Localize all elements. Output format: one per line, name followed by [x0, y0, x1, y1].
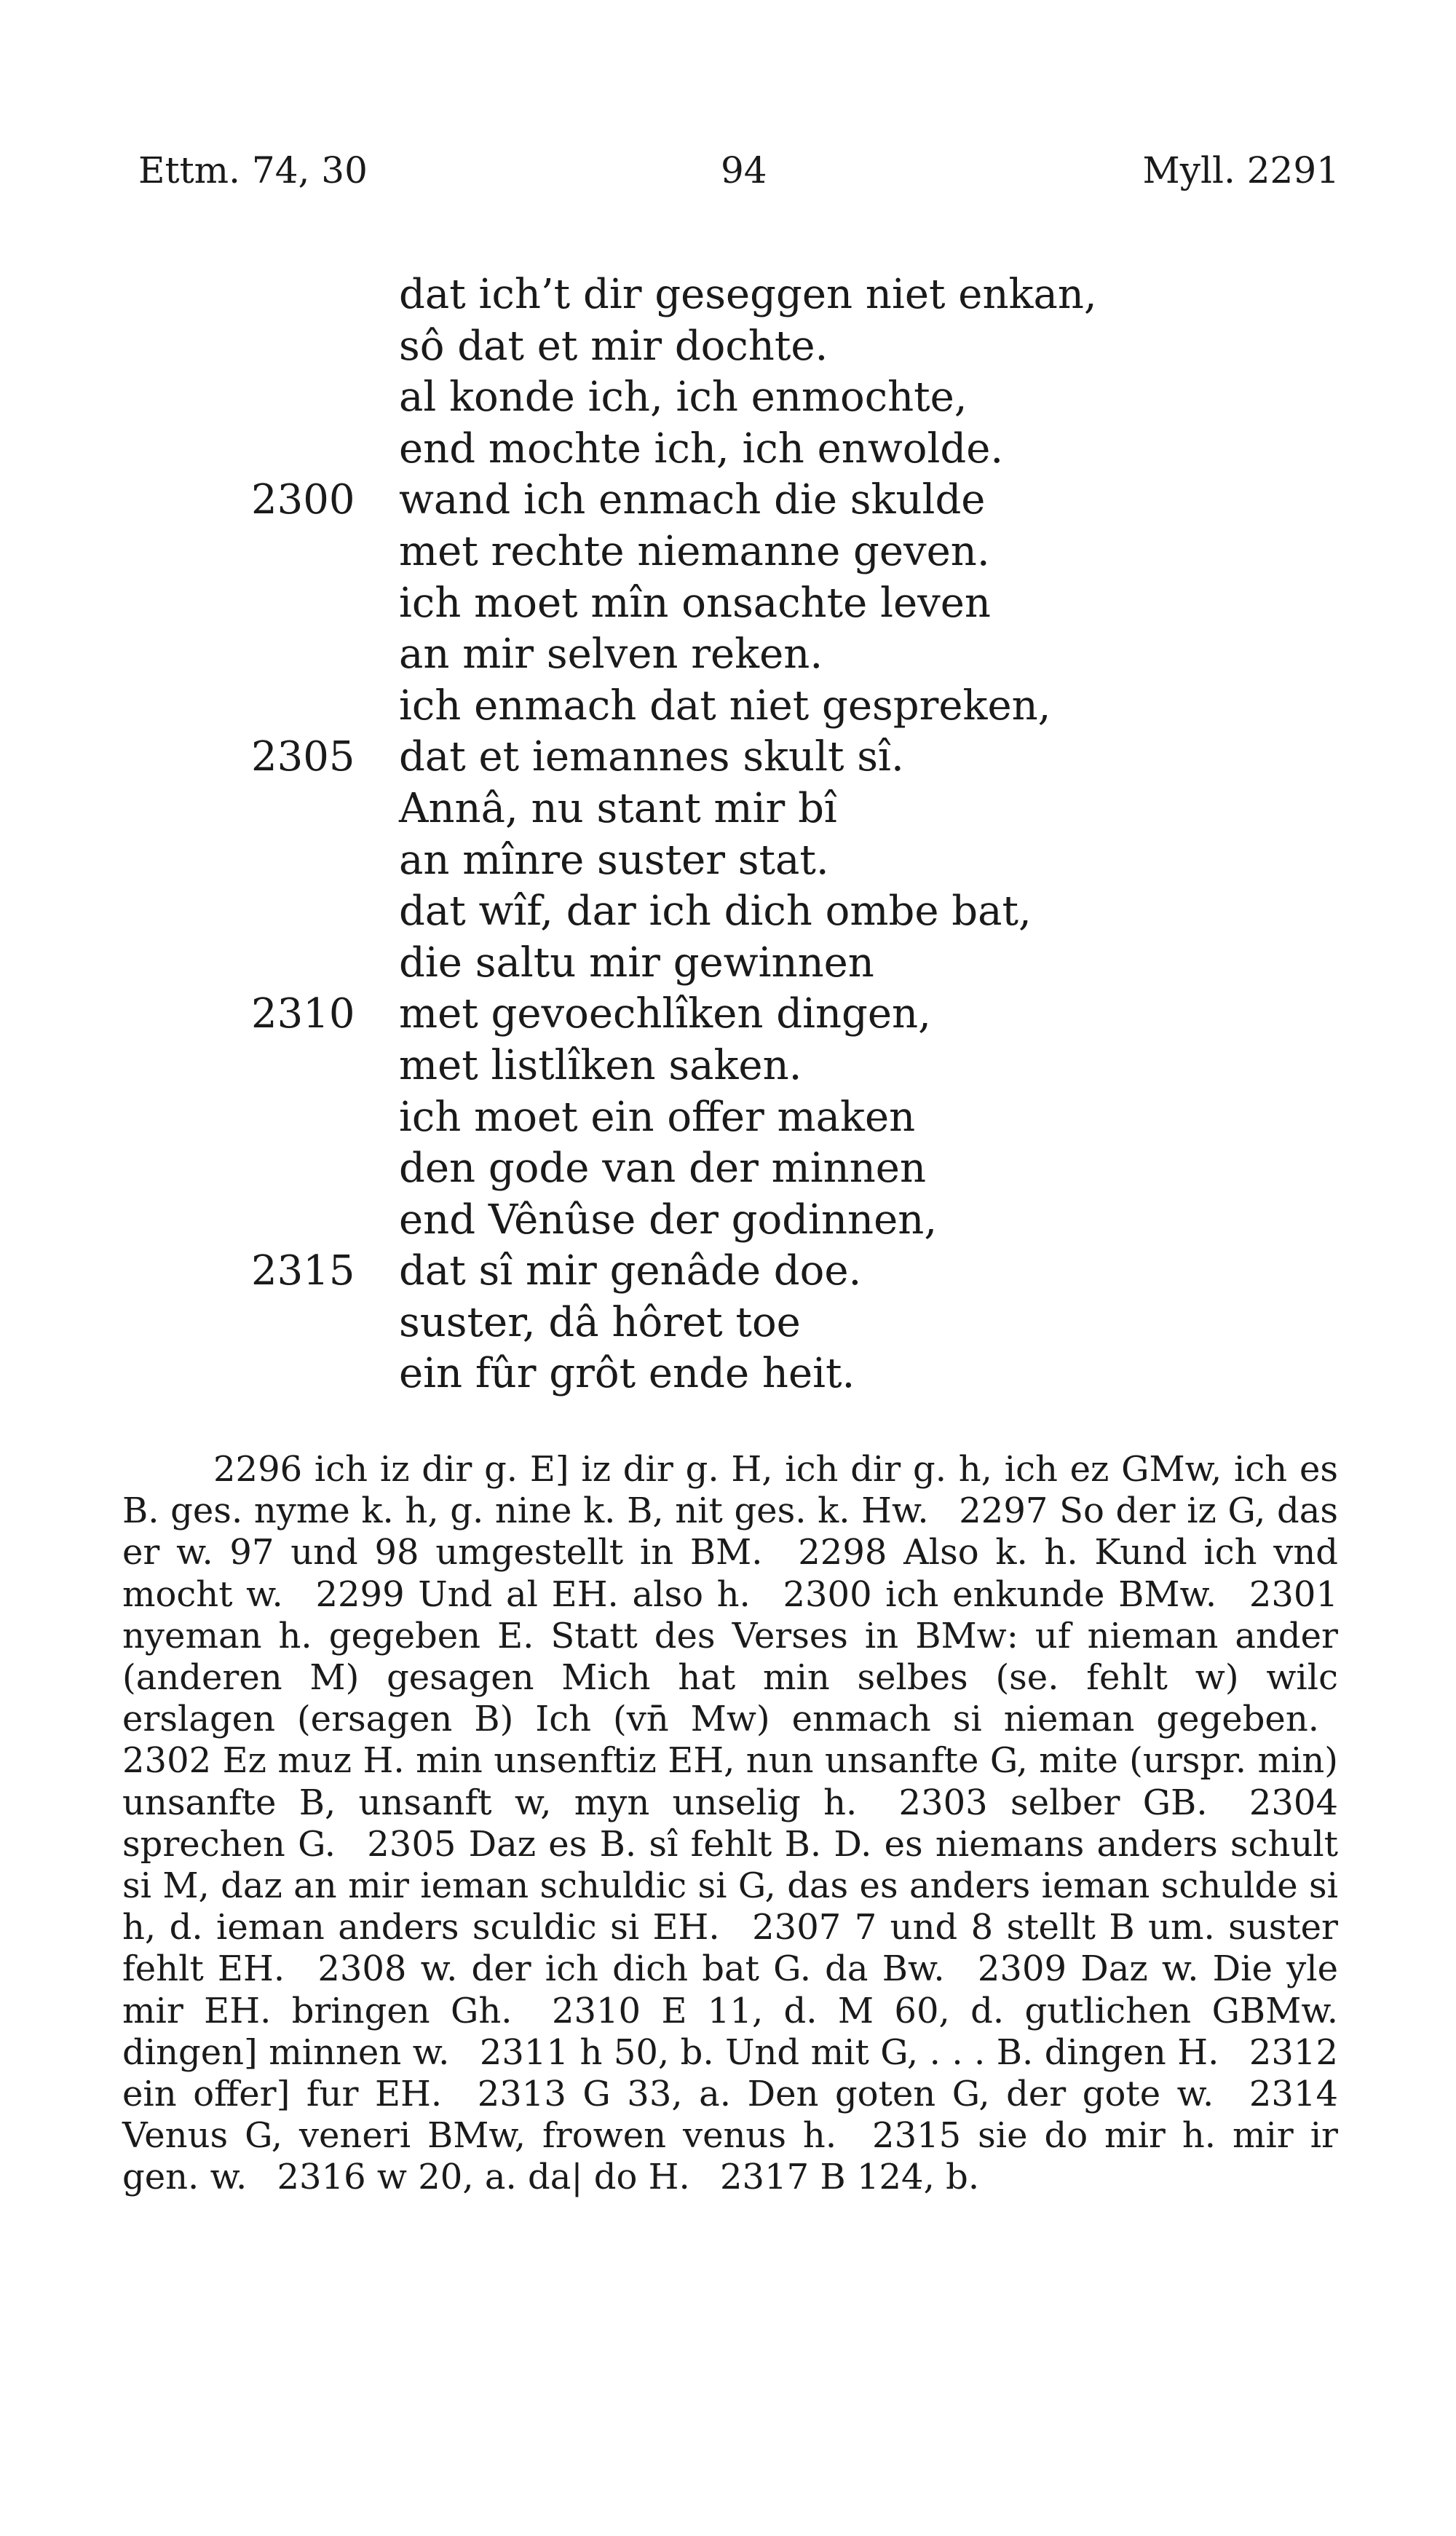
apparatus-entry: 2302 Ez muz H. min unsenftiz EH, nun unsanfte G, mite (urspr. min) unsanfte B, unsanft w, myn unselig h. — [122, 1740, 1338, 1823]
verse-text: sô dat et mir dochte. — [399, 322, 828, 370]
verse-line — [0, 732, 1456, 783]
apparatus-entry: 2311 h 50, b. Und mit G, . . . B. dingen H. — [479, 2031, 1219, 2073]
verse-line — [0, 1040, 1456, 1092]
verse-line — [0, 475, 1456, 526]
verse-text: ich moet mîn onsachte leven — [399, 579, 991, 627]
verse-text: dat et iemannes skult sî. — [399, 733, 904, 781]
verse-line — [0, 1143, 1456, 1195]
verse-text: end mochte ich, ich enwolde. — [399, 424, 1004, 473]
line-number: 2315 — [251, 1247, 355, 1295]
apparatus-entry: 2298 Also k. h. Kund ich vnd mocht w. — [122, 1532, 1339, 1615]
header-right-reference: Myll. 2291 — [1142, 149, 1340, 191]
verse-text: Annâ, nu stant mir bî — [399, 784, 837, 832]
verse-text: wand ich enmach die skulde — [399, 476, 986, 524]
apparatus-entry: 2300 ich enkunde BMw. — [783, 1573, 1217, 1615]
verse-line — [0, 1297, 1456, 1349]
verse-line — [0, 1246, 1456, 1297]
apparatus-entry: 2301 nyeman h. gegeben E. Statt des Verses in BMw: uf nieman ander (anderen M) gesagen Mich hat min selbes (se. fehlt w) wilc erslagen (ersagen B) Ich (vn̄ Mw) enmach si nieman gegeben. — [122, 1573, 1338, 1740]
verse-line — [0, 835, 1456, 887]
apparatus-entry: 2313 G 33, a. Den goten G, der gote w. — [477, 2074, 1214, 2115]
verse-text: met gevoechlîken dingen, — [399, 990, 931, 1038]
apparatus-entry: 2312 ein offer] fur EH. — [122, 2031, 1338, 2115]
verse-line — [0, 989, 1456, 1040]
apparatus-entry: 2304 sprechen G. — [122, 1782, 1338, 1865]
verse-text: suster, dâ hôret toe — [399, 1298, 801, 1346]
verse-line — [0, 1348, 1456, 1400]
verse-text: al konde ich, ich enmochte, — [399, 374, 968, 422]
apparatus-entry: 2309 Daz w. Die yle mir EH. bringen Gh. — [122, 1948, 1339, 2031]
verse-text: an mir selven reken. — [399, 631, 823, 679]
verse-text: end Vênûse der godinnen, — [399, 1196, 938, 1244]
apparatus-entry: 2310 E 11, d. M 60, d. gutlichen GBMw. dingen] minnen w. — [122, 1990, 1338, 2073]
verse-line — [0, 269, 1456, 321]
page-header — [0, 149, 1456, 200]
verse-text: die saltu mir gewinnen — [399, 939, 874, 987]
verse-line — [0, 526, 1456, 578]
verse-text: met rechte niemanne geven. — [399, 527, 990, 575]
page-number: 94 — [721, 149, 767, 191]
line-number: 2300 — [251, 476, 355, 524]
line-number: 2305 — [251, 733, 355, 781]
verse-text: ein fûr grôt ende heit. — [399, 1350, 855, 1398]
verse-line — [0, 372, 1456, 424]
verse-line — [0, 783, 1456, 835]
verse-line — [0, 886, 1456, 938]
apparatus-entry: 2317 B 124, b. — [720, 2157, 980, 2198]
apparatus-entry: 2315 sie do mir h. mir ir gen. w. — [122, 2115, 1338, 2198]
verse-text: an mînre suster stat. — [399, 836, 829, 884]
apparatus-entry: 2299 Und al EH. also h. — [315, 1573, 751, 1615]
verse-text: dat ich’t dir geseggen niet enkan, — [399, 271, 1097, 318]
verse-line — [0, 1092, 1456, 1144]
header-left-reference: Ettm. 74, 30 — [138, 149, 368, 191]
apparatus-entry: 2316 w 20, a. da| do H. — [277, 2157, 690, 2198]
apparatus-entry: 2305 Daz es B. sî fehlt B. D. es niemans anders schult si M, daz an mir ieman schuldic si G, das es anders ieman schulde si h, d. ieman anders sculdic si EH. — [122, 1823, 1339, 1948]
verse-line — [0, 578, 1456, 630]
apparatus-entry: 2314 Venus G, veneri BMw, frowen venus h. — [122, 2074, 1338, 2157]
critical-apparatus — [122, 1449, 1338, 2199]
apparatus-entry: 2303 selber GB. — [898, 1782, 1208, 1823]
apparatus-entry: 2296 ich iz dir g. E] iz dir g. H, ich dir g. h, ich ez GMw, ich es B. ges. nyme k. h, g. nine k. B, nit ges. k. Hw. — [122, 1449, 1338, 1532]
line-number: 2310 — [251, 990, 355, 1038]
verse-line — [0, 938, 1456, 989]
verse-line — [0, 629, 1456, 681]
apparatus-entry: 2297 So der iz G, das er w. 97 und 98 umgestellt in BM. — [122, 1490, 1339, 1573]
verse-text: dat sî mir genâde doe. — [399, 1247, 862, 1295]
verse-line — [0, 321, 1456, 373]
verse-line — [0, 681, 1456, 732]
poem-text — [0, 269, 1456, 1400]
verse-text: den gode van der minnen — [399, 1145, 927, 1193]
verse-text: met listlîken saken. — [399, 1041, 802, 1089]
apparatus-entry: 2307 7 und 8 stellt B um. suster fehlt EH. — [122, 1907, 1339, 1990]
verse-text: dat wîf, dar ich dich ombe bat, — [399, 888, 1032, 936]
apparatus-entry: 2308 w. der ich dich bat G. da Bw. — [317, 1948, 945, 1990]
verse-line — [0, 1195, 1456, 1247]
verse-text: ich moet ein offer maken — [399, 1093, 916, 1141]
verse-line — [0, 424, 1456, 475]
verse-text: ich enmach dat niet gespreken, — [399, 682, 1051, 730]
